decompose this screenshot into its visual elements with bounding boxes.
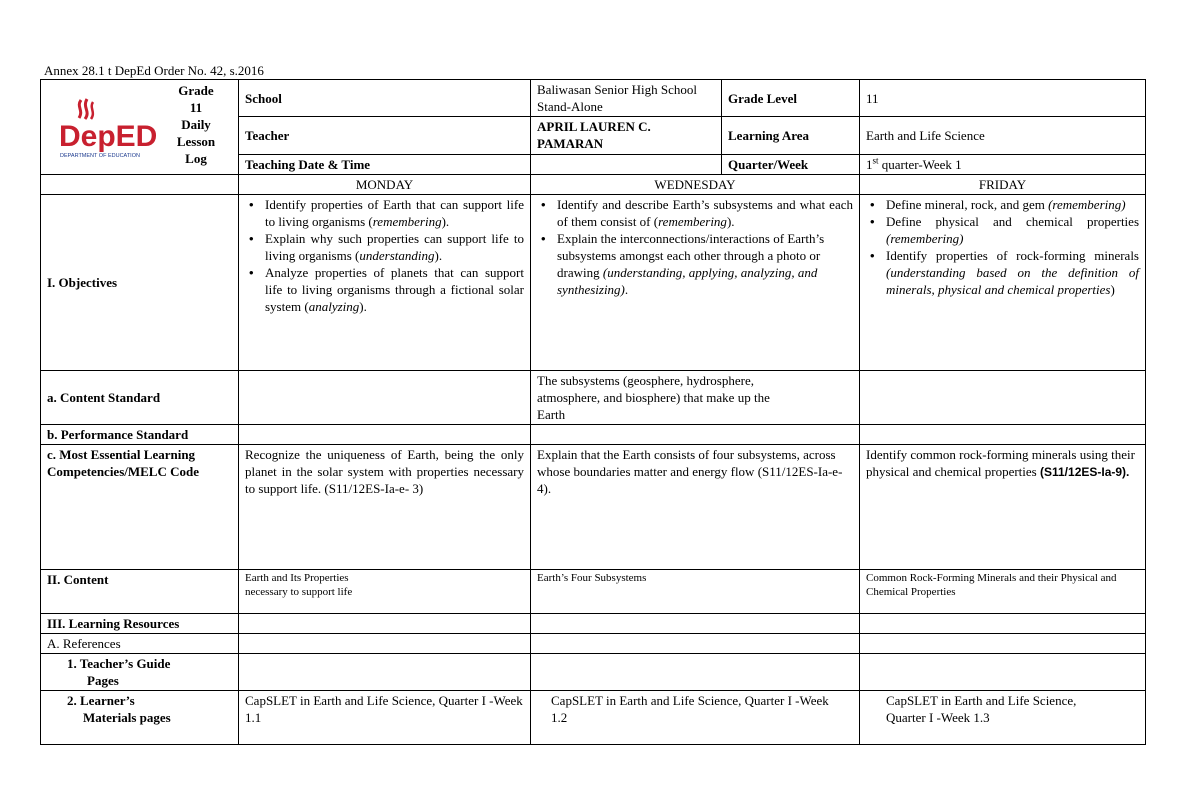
content-standard-monday [239,371,531,425]
objectives-wednesday [531,195,860,371]
day-header-blank [41,175,239,195]
logo-cell [41,80,239,175]
quarter-week-label: Quarter/Week [722,155,860,175]
content-standard-wednesday: The subsystems (geosphere, hydrosphere, atmosphere, and biosphere) that make up the Earth [531,371,860,425]
melc-friday: Identify common rock-forming minerals using their physical and chemical properties (S11/12ES-Ia-9). [860,445,1146,570]
content-standard-label: a. Content Standard [41,371,239,425]
school-value: Baliwasan Senior High School Stand-Alone [531,80,722,117]
content-monday: Earth and Its Properties necessary to support life [239,570,531,614]
objective-item: • Define mineral, rock, and gem (remembering) [886,196,1139,213]
learning-area-label: Learning Area [722,117,860,155]
learning-area-value: Earth and Life Science [860,117,1146,155]
objective-item: • Identify properties of rock-forming minerals (understanding based on the definition of minerals, physical and chemical properties) [886,247,1139,298]
references-label: A. References [41,634,239,654]
objectives-label: I. Objectives [41,195,239,371]
melc-label: c. Most Essential Learning Competencies/MELC Code [41,445,239,570]
learners-materials-label: 2. Learner’s Materials pages [41,691,239,745]
teacher-label: Teacher [239,117,531,155]
learners-materials-monday: CapSLET in Earth and Life Science, Quarter I -Week 1.1 [239,691,531,745]
objective-item: • Explain why such properties can support life to living organisms (understanding). [265,230,524,264]
day-header-friday: FRIDAY [860,175,1146,195]
svg-text:DEPARTMENT OF EDUCATION: DEPARTMENT OF EDUCATION [60,153,140,159]
daily-lesson-log-table [40,79,1146,745]
teaching-date-label: Teaching Date & Time [239,155,531,175]
deped-logo-icon [55,98,175,160]
learners-materials-wednesday: CapSLET in Earth and Life Science, Quarter I -Week 1.2 [531,691,860,745]
objectives-monday [239,195,531,371]
content-friday: Common Rock-Forming Minerals and their Physical and Chemical Properties [860,570,1146,614]
svg-text:DepED: DepED [59,120,158,153]
grade-level-value: 11 [860,80,1146,117]
teaching-date-value [531,155,722,175]
learners-materials-friday: CapSLET in Earth and Life Science, Quarter I -Week 1.3 [860,691,1146,745]
day-header-monday: MONDAY [239,175,531,195]
teacher-value: APRIL LAUREN C. PAMARAN [531,117,722,155]
objective-item: • Define physical and chemical properties (remembering) [886,213,1139,247]
objective-item: • Analyze properties of planets that can support life to living organisms through a fictional solar system (analyzing). [265,264,524,315]
teachers-guide-label: 1. Teacher’s Guide Pages [41,654,239,691]
day-header-wednesday: WEDNESDAY [531,175,860,195]
melc-wednesday: Explain that the Earth consists of four subsystems, across whose boundaries matter and energy flow (S11/12ES-Ia-e- 4). [531,445,860,570]
objective-item: • Explain the interconnections/interactions of Earth’s subsystems amongst each other through a photo or drawing (understanding, applying, analyzing, and synthesizing). [557,230,853,298]
performance-standard-wednesday [531,425,860,445]
performance-standard-monday [239,425,531,445]
content-standard-friday [860,371,1146,425]
learning-resources-label: III. Learning Resources [41,614,239,634]
annex-header: Annex 28.1 t DepEd Order No. 42, s.2016 [44,63,264,78]
grade-dll-title: Grade 11 Daily Lesson Log [176,83,216,166]
content-label: II. Content [41,570,239,614]
quarter-week-value: 1st quarter-Week 1 [860,155,1146,175]
objectives-friday [860,195,1146,371]
content-wednesday: Earth’s Four Subsystems [531,570,860,614]
grade-level-label: Grade Level [722,80,860,117]
objective-item: • Identify properties of Earth that can support life to living organisms (remembering). [265,196,524,230]
objective-item: • Identify and describe Earth’s subsystems and what each of them consist of (remembering). [557,196,853,230]
melc-monday: Recognize the uniqueness of Earth, being the only planet in the solar system with properties necessary to support life. (S11/12ES-Ia-e- 3) [239,445,531,570]
performance-standard-label: b. Performance Standard [41,425,239,445]
performance-standard-friday [860,425,1146,445]
school-label: School [239,80,531,117]
